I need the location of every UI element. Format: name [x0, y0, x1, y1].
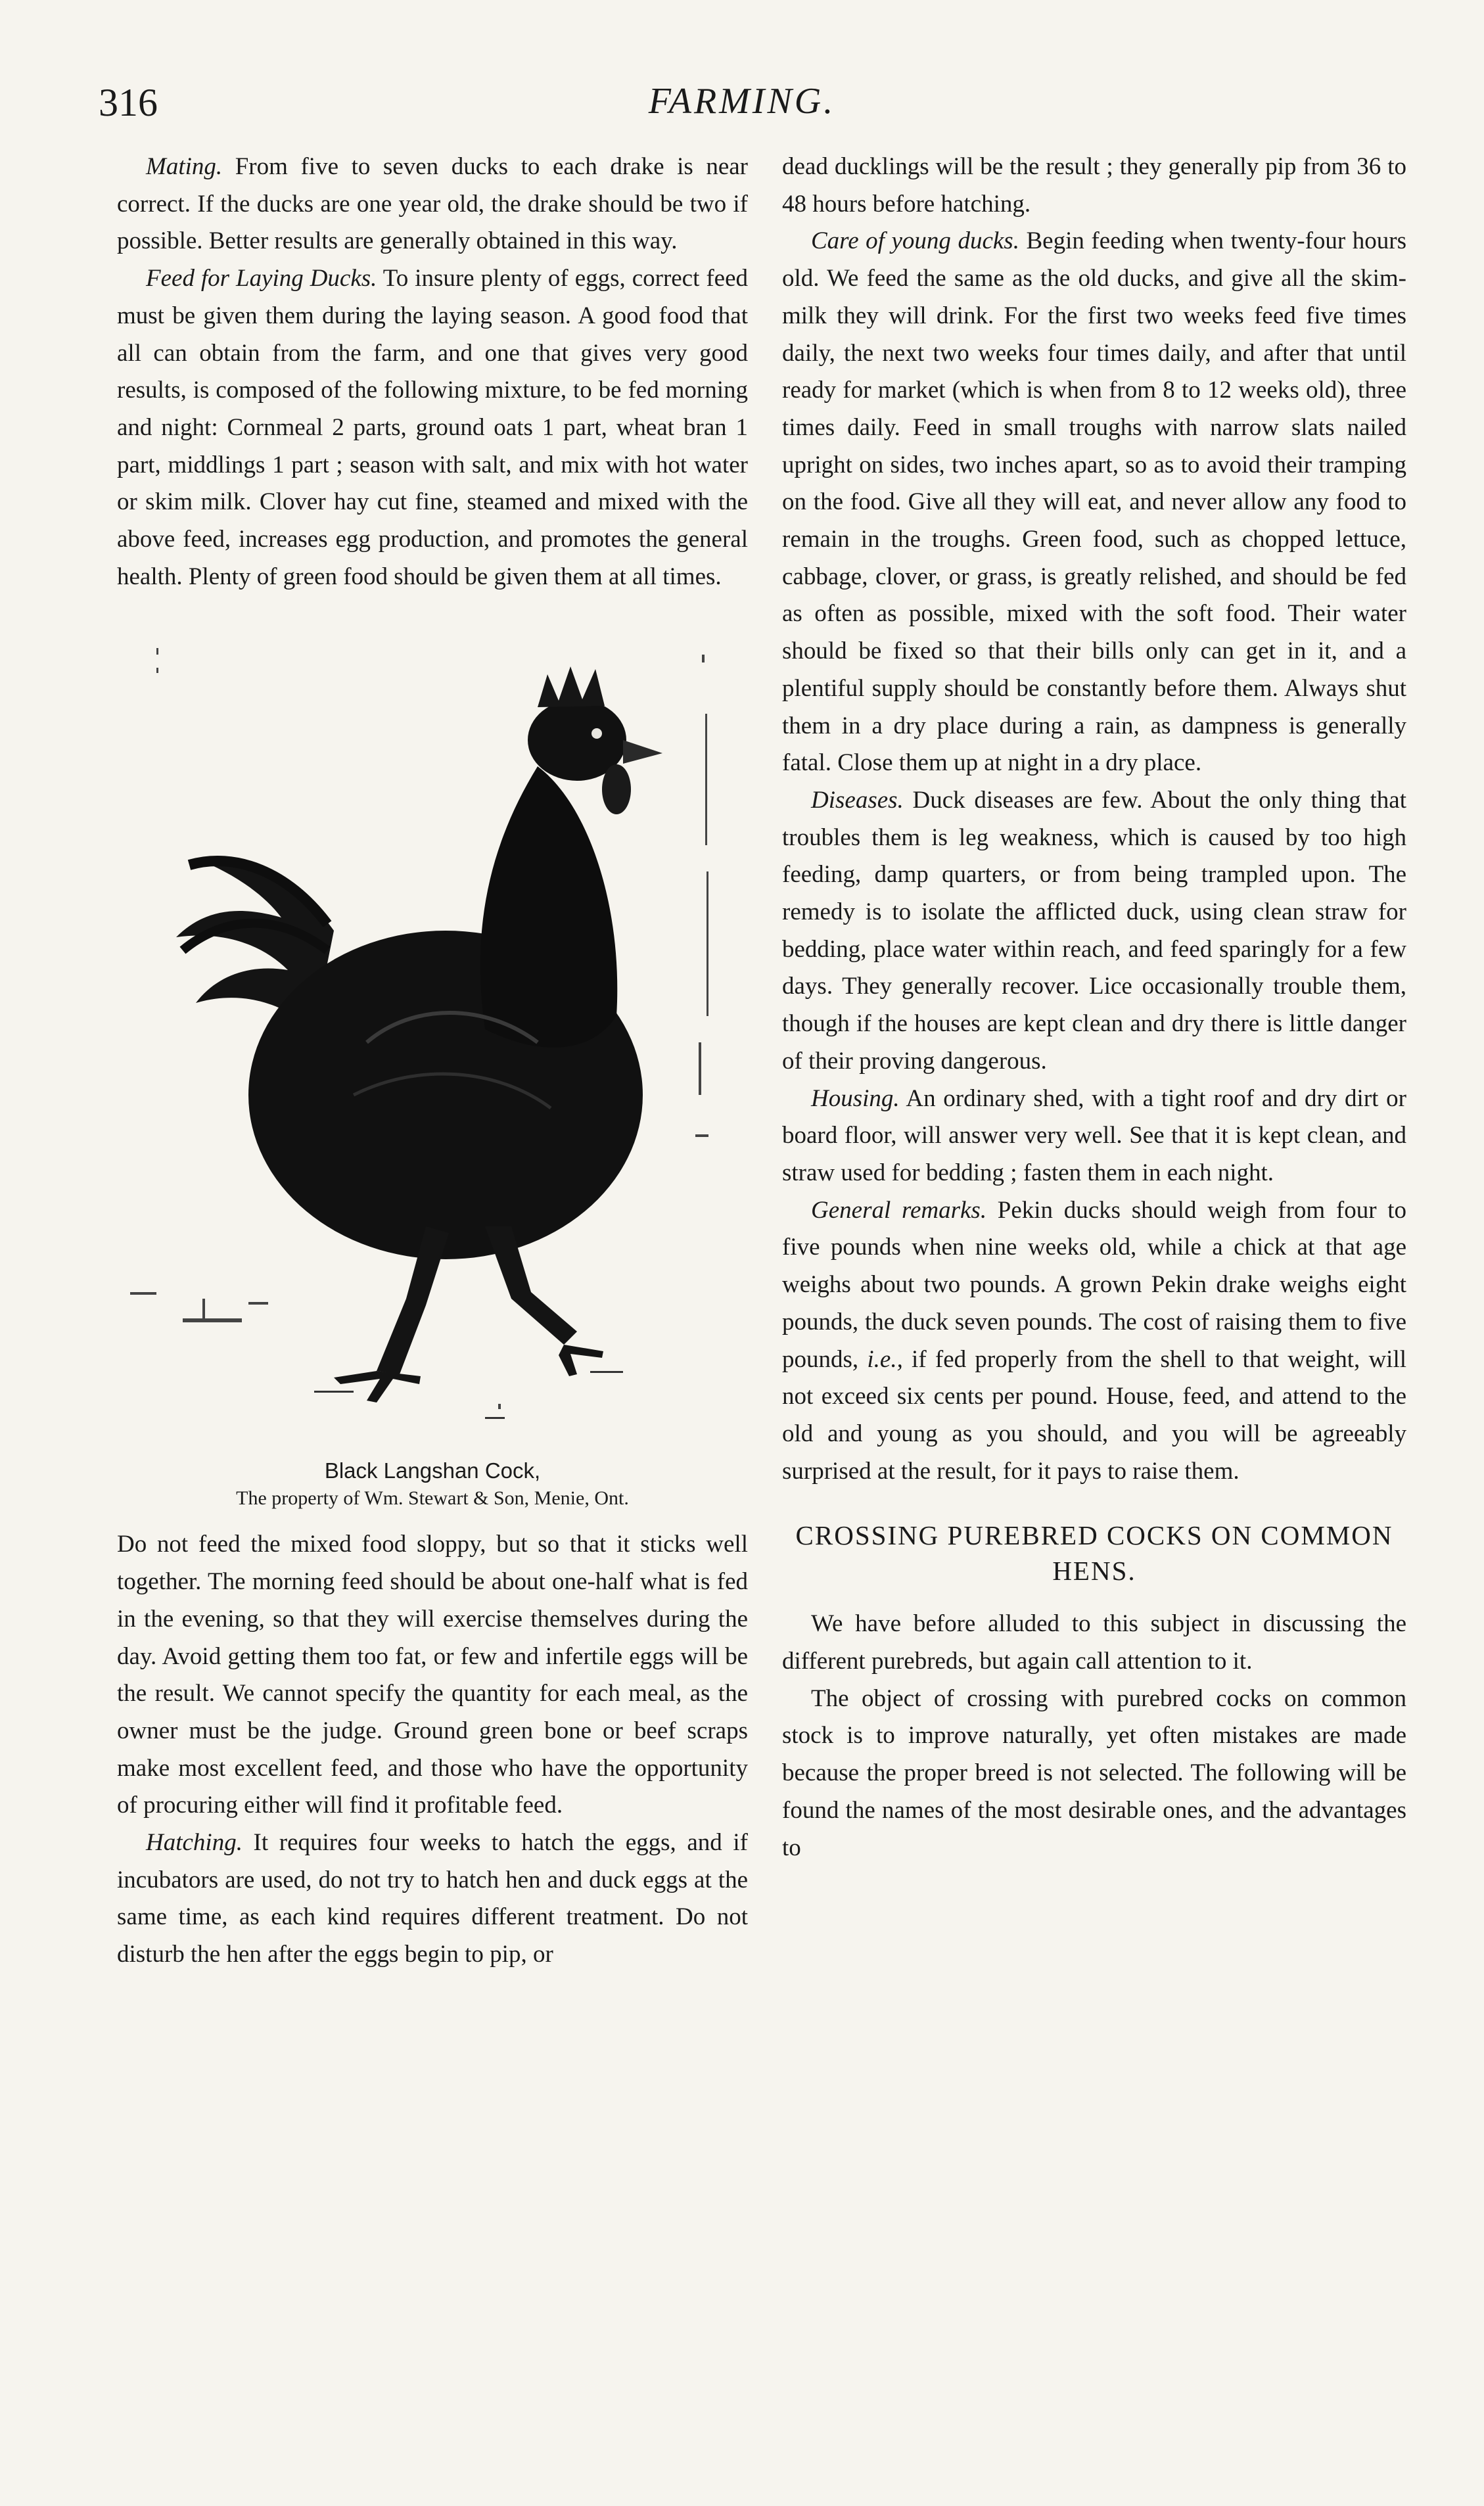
paragraph-hatching — [117, 1824, 748, 1974]
paragraph-abbrev: i.e., — [867, 1345, 903, 1373]
rooster-illustration — [117, 635, 748, 1450]
running-head: FARMING. — [648, 81, 836, 122]
paragraph-text: We have before alluded to this subject in discussing the different purebreds, but again call attention to it. — [782, 1610, 1406, 1675]
figure-langshan-cock — [117, 635, 748, 1512]
paragraph-text: From five to seven ducks to each drake is near correct. If the ducks are one year old, the drake should be two if possible. Better results are generally obtained in this way. — [117, 153, 748, 255]
paragraph-crossing-object — [782, 1681, 1406, 1867]
paragraph-head: Mating. — [146, 153, 223, 180]
paragraph-head: Diseases. — [811, 786, 904, 814]
page-header — [0, 80, 1484, 133]
paragraph-head: Housing. — [811, 1084, 900, 1112]
figure-caption-title: Black Langshan Cock, — [324, 1458, 541, 1483]
paragraph-sloppy-feed — [117, 1526, 748, 1824]
paragraph-text: Begin feeding when twenty-four hours old. We feed the same as the old ducks, and give all the skim-milk they will drink. For the first two weeks feed five times daily, the next two weeks four times daily, and after that until ready for market (which is when from 8 to 12 weeks old), three times daily. Feed in small troughs with narrow slats nailed upright on sides, two inches apart, so as to avoid their tramping on the food. Give all they will eat, and never allow any food to remain in the troughs. Green food, such as chopped lettuce, cabbage, clover, or grass, is greatly relished, and should be fed as often as possible, mixed with the soft food. Their water should be fixed so that their bills only can get in it, and a plentiful supply should be constantly before them. Always shut them in a dry place during a rain, as dampness is generally fatal. Close them up at night in a dry place. — [782, 227, 1407, 777]
paragraph-housing — [782, 1080, 1406, 1192]
figure-caption-owner: The property of Wm. Stewart & Son, Menie, Ont. — [236, 1487, 629, 1510]
right-column — [782, 149, 1406, 1867]
left-column — [117, 149, 748, 1974]
paragraph-text: To insure plenty of eggs, correct feed must be given them during the laying season. A good food that all can obtain from the farm, and one that gives very good results, is composed of the following mixture, to be fed morning and night: Cornmeal 2 parts, ground oats 1 part, wheat bran 1 part, middlings 1 part ; season with salt, and mix with hot water or skim milk. Clover hay cut fine, steamed and mixed with the above feed, increases egg production, and promotes the general health. Plenty of green food should be given them at all times. — [117, 265, 748, 590]
paragraph-feed-laying-ducks — [117, 260, 748, 595]
paragraph-text: An ordinary shed, with a tight roof and dry dirt or board floor, will answer very well. See that it is kept clean, and straw used for bedding ; fasten them in each night. — [782, 1084, 1406, 1186]
section-heading: CROSSING PUREBRED COCKS ON COMMON HENS. — [795, 1520, 1393, 1587]
paragraph-general-remarks — [782, 1192, 1406, 1491]
paragraph-text: Do not feed the mixed food sloppy, but so that it sticks well together. The morning feed should be about one-half what is fed in the evening, so that they will exercise themselves during the day. Avoid getting them too fat, or few and infertile eggs will be the result. We cannot specify the quantity for each meal, as the owner must be the judge. Ground green bone or beef scraps make most excellent feed, and those who have the opportunity of procuring either will find it profitable feed. — [117, 1531, 748, 1819]
paragraph-diseases — [782, 782, 1406, 1080]
paragraph-head: General remarks. — [811, 1196, 987, 1224]
paragraph-text: dead ducklings will be the result ; they generally pip from 36 to 48 hours before hatching. — [782, 153, 1406, 218]
paragraph-text: if fed properly from the shell to that weight, will not exceed six cents per pound. House, feed, and attend to the old and young as you should, and you will be agreeably surprised at the result, for it pays to raise them. — [782, 1345, 1406, 1485]
paragraph-text: It requires four weeks to hatch the eggs, and if incubators are used, do not try to hatch hen and duck eggs at the same time, as each kind requires different treatment. Do not disturb the hen after the eggs begin to pip, or — [117, 1829, 748, 1968]
paragraph-care-young-ducks — [782, 223, 1406, 782]
page-number: 316 — [99, 81, 158, 124]
paragraph-mating — [117, 149, 748, 260]
paragraph-crossing-intro — [782, 1606, 1406, 1680]
paragraph-text: Duck diseases are few. About the only thing that troubles them is leg weakness, which is caused by too high feeding, damp quarters, or from being trampled upon. The remedy is to isolate the afflicted duck, using clean straw for bedding, place water within reach, and feed sparingly for a few days. They generally recover. Lice occasionally trouble them, though if the houses are kept clean and dry there is little danger of their proving dangerous. — [782, 786, 1406, 1075]
paragraph-head: Hatching. — [146, 1829, 243, 1857]
paragraph-continuation — [782, 149, 1406, 223]
paragraph-text: The object of crossing with purebred cocks on common stock is to improve naturally, yet often mistakes are made because the proper breed is not selected. The following will be found the names of the most desirable ones, and the advantages to — [782, 1684, 1406, 1861]
paragraph-text: Pekin ducks should weigh from four to five pounds when nine weeks old, while a chick at that age weighs about two pounds. A grown Pekin drake weighs eight pounds, the duck seven pounds. The cost of raising them to five pounds, — [782, 1196, 1406, 1373]
paragraph-head: Feed for Laying Ducks. — [146, 265, 377, 292]
paragraph-head: Care of young ducks. — [811, 227, 1019, 255]
